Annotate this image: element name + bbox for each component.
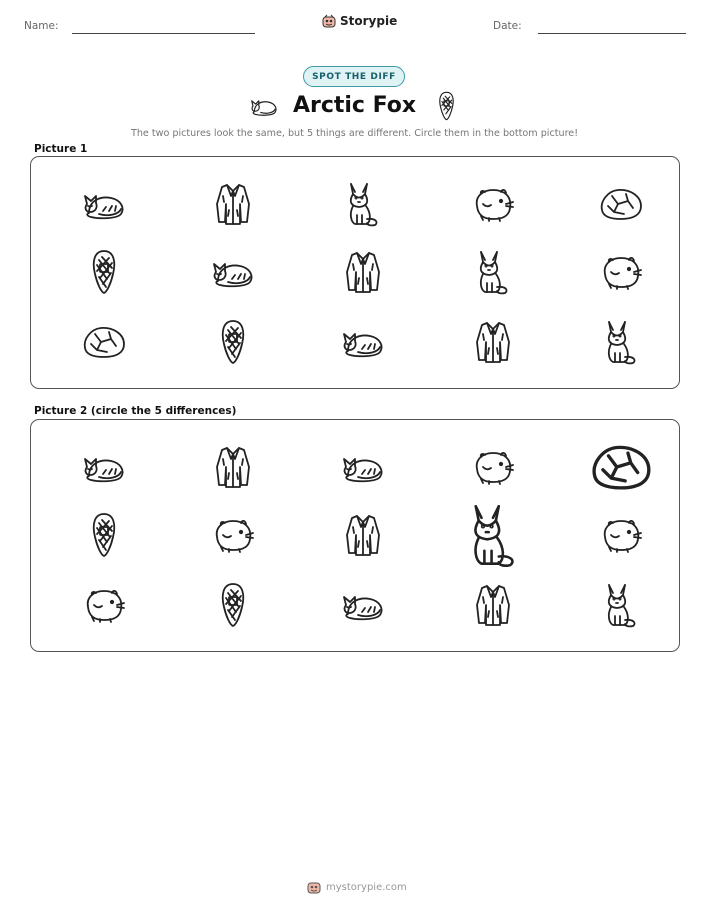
- title-snowshoe-icon: [437, 91, 456, 125]
- picture-2-sleeping-fox-icon[interactable]: [340, 450, 386, 484]
- picture-1-hamster-icon: [599, 254, 643, 290]
- picture-2-sitting-fox-large-icon[interactable]: [466, 502, 520, 568]
- brand-logo: [322, 14, 397, 28]
- picture-1-snowshoe-icon: [220, 319, 246, 365]
- picture-2-label: Picture 2 (circle the 5 differences): [34, 405, 237, 417]
- picture-2-hamster-icon[interactable]: [471, 449, 515, 485]
- picture-2-fur-coat-icon[interactable]: [215, 445, 251, 489]
- picture-1-sitting-fox-icon: [475, 249, 511, 295]
- picture-1-sleeping-fox-icon: [81, 187, 127, 221]
- picture-2-snowshoe-icon[interactable]: [91, 512, 117, 558]
- date-line[interactable]: [538, 33, 686, 34]
- picture-2-fur-coat-icon[interactable]: [345, 513, 381, 557]
- picture-2-sleeping-fox-icon[interactable]: [340, 588, 386, 622]
- picture-2-sleeping-fox-icon[interactable]: [81, 450, 127, 484]
- picture-2-hamster-icon[interactable]: [211, 517, 255, 553]
- storypie-mascot-icon: [307, 880, 321, 894]
- picture-1-sitting-fox-icon: [603, 319, 639, 365]
- instructions: The two pictures look the same, but 5 things are different. Circle them in the bottom picture!: [130, 128, 579, 139]
- picture-2-panel[interactable]: [30, 419, 680, 652]
- picture-2-hamster-icon[interactable]: [599, 517, 643, 553]
- picture-2-rock-large-icon[interactable]: [589, 441, 653, 493]
- brand-name: Storypie: [340, 14, 398, 28]
- picture-1-panel: [30, 156, 680, 389]
- picture-1-fur-coat-icon: [215, 182, 251, 226]
- date-label: Date:: [493, 20, 522, 32]
- picture-2-snowshoe-icon[interactable]: [220, 582, 246, 628]
- picture-1-fur-coat-icon: [475, 320, 511, 364]
- footer: [307, 880, 407, 894]
- name-label: Name:: [24, 20, 59, 32]
- picture-1-fur-coat-icon: [345, 250, 381, 294]
- picture-2-sitting-fox-icon[interactable]: [603, 582, 639, 628]
- picture-1-hamster-icon: [471, 186, 515, 222]
- picture-1-snowshoe-icon: [91, 249, 117, 295]
- picture-1-rock-icon: [598, 186, 644, 222]
- spot-the-diff-badge: SPOT THE DIFF: [303, 66, 405, 87]
- page-title: Arctic Fox: [292, 93, 417, 118]
- name-line[interactable]: [72, 33, 255, 34]
- picture-1-sitting-fox-icon: [345, 181, 381, 227]
- picture-1-sleeping-fox-icon: [340, 325, 386, 359]
- storypie-mascot-icon: [322, 14, 336, 28]
- picture-1-label: Picture 1: [34, 143, 88, 155]
- footer-site[interactable]: mystorypie.com: [326, 881, 407, 893]
- picture-1-sleeping-fox-icon: [210, 255, 256, 289]
- picture-2-hamster-icon[interactable]: [82, 587, 126, 623]
- picture-2-fur-coat-icon[interactable]: [475, 583, 511, 627]
- picture-1-rock-icon: [81, 324, 127, 360]
